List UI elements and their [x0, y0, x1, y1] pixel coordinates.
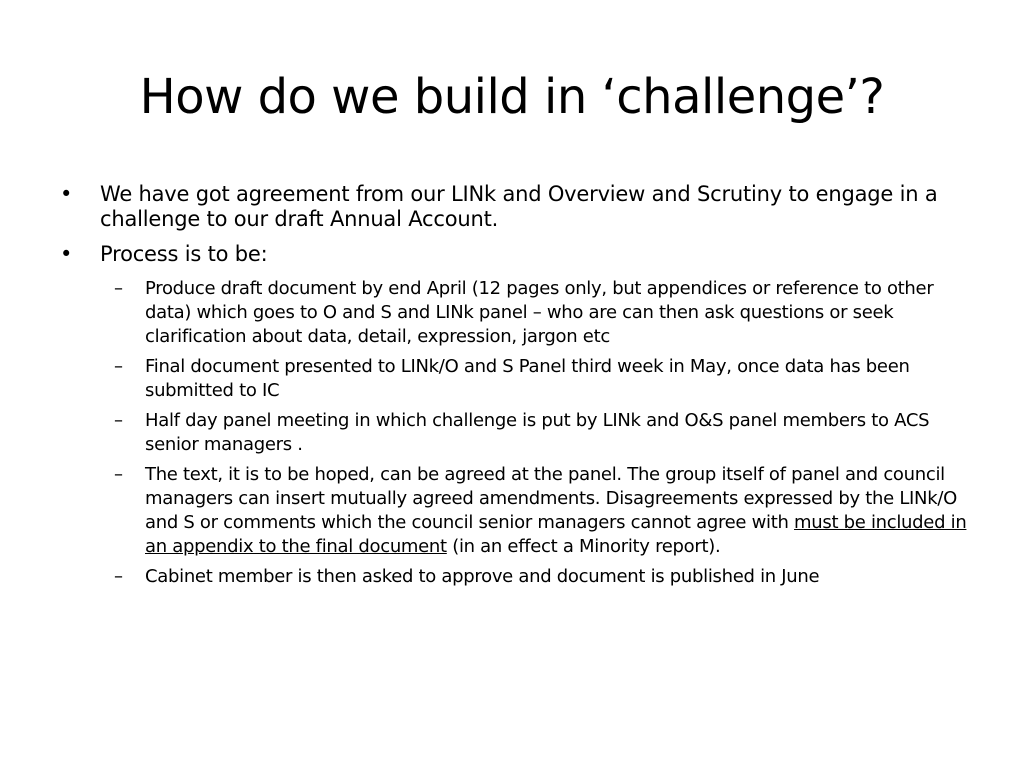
sub-item-text: Half day panel meeting in which challenge is put by LINk and O&S panel members to ACS senior managers . — [145, 410, 930, 455]
sub-item-text-before: The text, it is to be hoped, can be agreed at the panel. The group itself of panel and council managers can insert mutually agreed amendments. Disagreements expressed by the LINk/O and S or comments which the council senior managers cannot agree with — [145, 464, 957, 533]
sub-item-text — [145, 464, 966, 557]
sub-item-text: Final document presented to LINk/O and S Panel third week in May, once data has been submitted to IC — [145, 356, 910, 401]
dash-icon: – — [114, 566, 123, 587]
underlined-phrase: must be included in an appendix to the final document — [145, 512, 967, 557]
bullet-item — [58, 242, 968, 267]
bullet-icon: • — [60, 242, 73, 266]
slide-title: How do we build in ‘challenge’? — [139, 69, 885, 125]
dash-icon: – — [114, 464, 123, 485]
sub-item — [100, 409, 968, 457]
sub-item-text: Produce draft document by end April (12 pages only, but appendices or reference to other data) which goes to O and S and LINk panel – who are can then ask questions or seek clarification about data, detail, expression, jargon etc — [145, 278, 934, 347]
sub-item — [100, 565, 968, 589]
sub-item-text: Cabinet member is then asked to approve and document is published in June — [145, 566, 820, 587]
sub-item — [100, 463, 968, 559]
sub-item-list — [58, 277, 968, 589]
bullet-text: Process is to be: — [100, 242, 268, 266]
dash-icon: – — [114, 278, 123, 299]
sub-item-text-after: (in an effect a Minority report). — [446, 536, 721, 557]
bullet-item — [58, 182, 968, 232]
slide-body — [58, 182, 968, 595]
dash-icon: – — [114, 356, 123, 377]
sub-item — [100, 355, 968, 403]
sub-item — [100, 277, 968, 349]
bullet-icon: • — [60, 182, 73, 206]
bullet-text: We have got agreement from our LINk and Overview and Scrutiny to engage in a challenge to our draft Annual Account. — [100, 182, 938, 231]
dash-icon: – — [114, 410, 123, 431]
